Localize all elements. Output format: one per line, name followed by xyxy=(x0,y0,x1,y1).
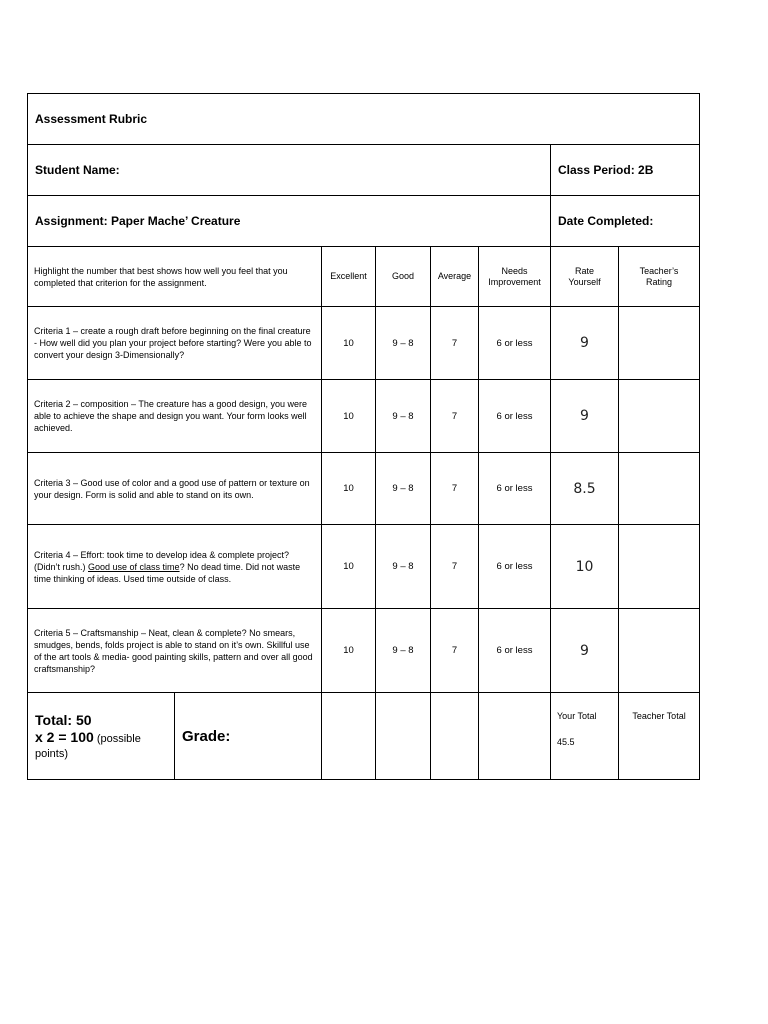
teacher-rating[interactable] xyxy=(619,525,700,609)
empty-cell xyxy=(431,693,479,780)
col-needs-line2: Improvement xyxy=(488,276,541,287)
total-row xyxy=(28,693,700,780)
score-excellent[interactable]: 10 xyxy=(322,307,376,380)
col-rate-line2: Yourself xyxy=(568,276,601,287)
total-line1: Total: 50 xyxy=(35,711,92,728)
empty-cell xyxy=(322,693,376,780)
teacher-total-label: Teacher Total xyxy=(632,711,686,721)
teacher-rating[interactable] xyxy=(619,609,700,693)
teacher-rating[interactable] xyxy=(619,453,700,525)
col-teacher-line2: Rating xyxy=(646,276,673,287)
your-total-cell[interactable] xyxy=(551,693,619,780)
score-good[interactable]: 9 – 8 xyxy=(376,453,431,525)
total-line2-wrapper xyxy=(35,729,174,748)
criteria-text-part: Criteria 4 – Effort: took time to develop idea & complete project? (Didn’t rush.) xyxy=(34,549,289,572)
score-good[interactable]: 9 – 8 xyxy=(376,609,431,693)
score-good[interactable]: 9 – 8 xyxy=(376,525,431,609)
column-header-row xyxy=(28,247,700,307)
self-rating[interactable]: 9 xyxy=(551,307,619,380)
title-row xyxy=(28,94,700,145)
criteria-row xyxy=(28,453,700,525)
score-excellent[interactable]: 10 xyxy=(322,609,376,693)
criteria-row xyxy=(28,525,700,609)
self-rating[interactable]: 8.5 xyxy=(551,453,619,525)
total-possible: (possible xyxy=(93,732,141,745)
score-good[interactable]: 9 – 8 xyxy=(376,380,431,453)
teacher-total-cell[interactable] xyxy=(619,693,700,780)
score-needs-improvement[interactable]: 6 or less xyxy=(479,453,551,525)
col-rate-yourself xyxy=(551,247,619,307)
assignment-label: Assignment: Paper Mache’ Creature xyxy=(28,196,551,247)
grade-field[interactable]: Grade: xyxy=(175,693,322,780)
col-teacher-line1: Teacher’s xyxy=(639,265,679,276)
student-row xyxy=(28,145,700,196)
self-rating[interactable]: 9 xyxy=(551,609,619,693)
criteria-text xyxy=(28,525,322,609)
criteria-text: Criteria 3 – Good use of color and a good use of pattern or texture on your design. Form is solid and able to stand on its own. xyxy=(28,453,322,525)
criteria-row xyxy=(28,609,700,693)
col-rate-line1: Rate xyxy=(574,265,594,276)
score-average[interactable]: 7 xyxy=(431,453,479,525)
score-excellent[interactable]: 10 xyxy=(322,525,376,609)
class-period-field: Class Period: 2B xyxy=(551,145,700,196)
col-needs-improvement xyxy=(479,247,551,307)
col-excellent: Excellent xyxy=(322,247,376,307)
teacher-rating[interactable] xyxy=(619,307,700,380)
score-excellent[interactable]: 10 xyxy=(322,453,376,525)
criteria-text-underlined: Good use of class time xyxy=(88,561,180,572)
criteria-row xyxy=(28,380,700,453)
col-good: Good xyxy=(376,247,431,307)
total-cell xyxy=(28,693,175,780)
your-total-value: 45.5 xyxy=(557,737,575,747)
assignment-row xyxy=(28,196,700,247)
your-total-label: Your Total xyxy=(557,711,597,721)
self-rating[interactable]: 10 xyxy=(551,525,619,609)
assessment-rubric-table xyxy=(27,93,700,780)
criteria-row xyxy=(28,307,700,380)
criteria-text: Criteria 5 – Craftsmanship – Neat, clean & complete? No smears, smudges, bends, folds project is able to stand on it’s own. Skillful use of the art tools & media- good painting skills, pattern and over all good craftsmanship? xyxy=(28,609,322,693)
score-average[interactable]: 7 xyxy=(431,525,479,609)
criteria-text-part: ? No dead time. Did not waste time thinking of ideas. Used time outside of class. xyxy=(34,561,301,584)
score-good[interactable]: 9 – 8 xyxy=(376,307,431,380)
col-teacher-rating xyxy=(619,247,700,307)
criteria-text: Criteria 2 – composition – The creature has a good design, you were able to achieve the shape and design you want. Your form looks well achieved. xyxy=(28,380,322,453)
empty-cell xyxy=(479,693,551,780)
score-average[interactable]: 7 xyxy=(431,380,479,453)
score-average[interactable]: 7 xyxy=(431,609,479,693)
empty-cell xyxy=(376,693,431,780)
total-points: points) xyxy=(35,747,69,760)
score-needs-improvement[interactable]: 6 or less xyxy=(479,609,551,693)
date-completed-field[interactable]: Date Completed: xyxy=(551,196,700,247)
score-needs-improvement[interactable]: 6 or less xyxy=(479,525,551,609)
instructions-text: Highlight the number that best shows how well you feel that you completed that criterion for the assignment. xyxy=(28,247,322,307)
total-line2: x 2 = 100 xyxy=(35,728,94,745)
score-excellent[interactable]: 10 xyxy=(322,380,376,453)
col-average: Average xyxy=(431,247,479,307)
col-needs-line1: Needs xyxy=(501,265,528,276)
criteria-text: Criteria 1 – create a rough draft before beginning on the final creature - How well did you plan your project before starting? Were you able to convert your design 3-Dimensionally? xyxy=(28,307,322,380)
score-average[interactable]: 7 xyxy=(431,307,479,380)
score-needs-improvement[interactable]: 6 or less xyxy=(479,380,551,453)
score-needs-improvement[interactable]: 6 or less xyxy=(479,307,551,380)
teacher-rating[interactable] xyxy=(619,380,700,453)
student-name-field[interactable]: Student Name: xyxy=(28,145,551,196)
self-rating[interactable]: 9 xyxy=(551,380,619,453)
rubric-title: Assessment Rubric xyxy=(28,94,700,145)
